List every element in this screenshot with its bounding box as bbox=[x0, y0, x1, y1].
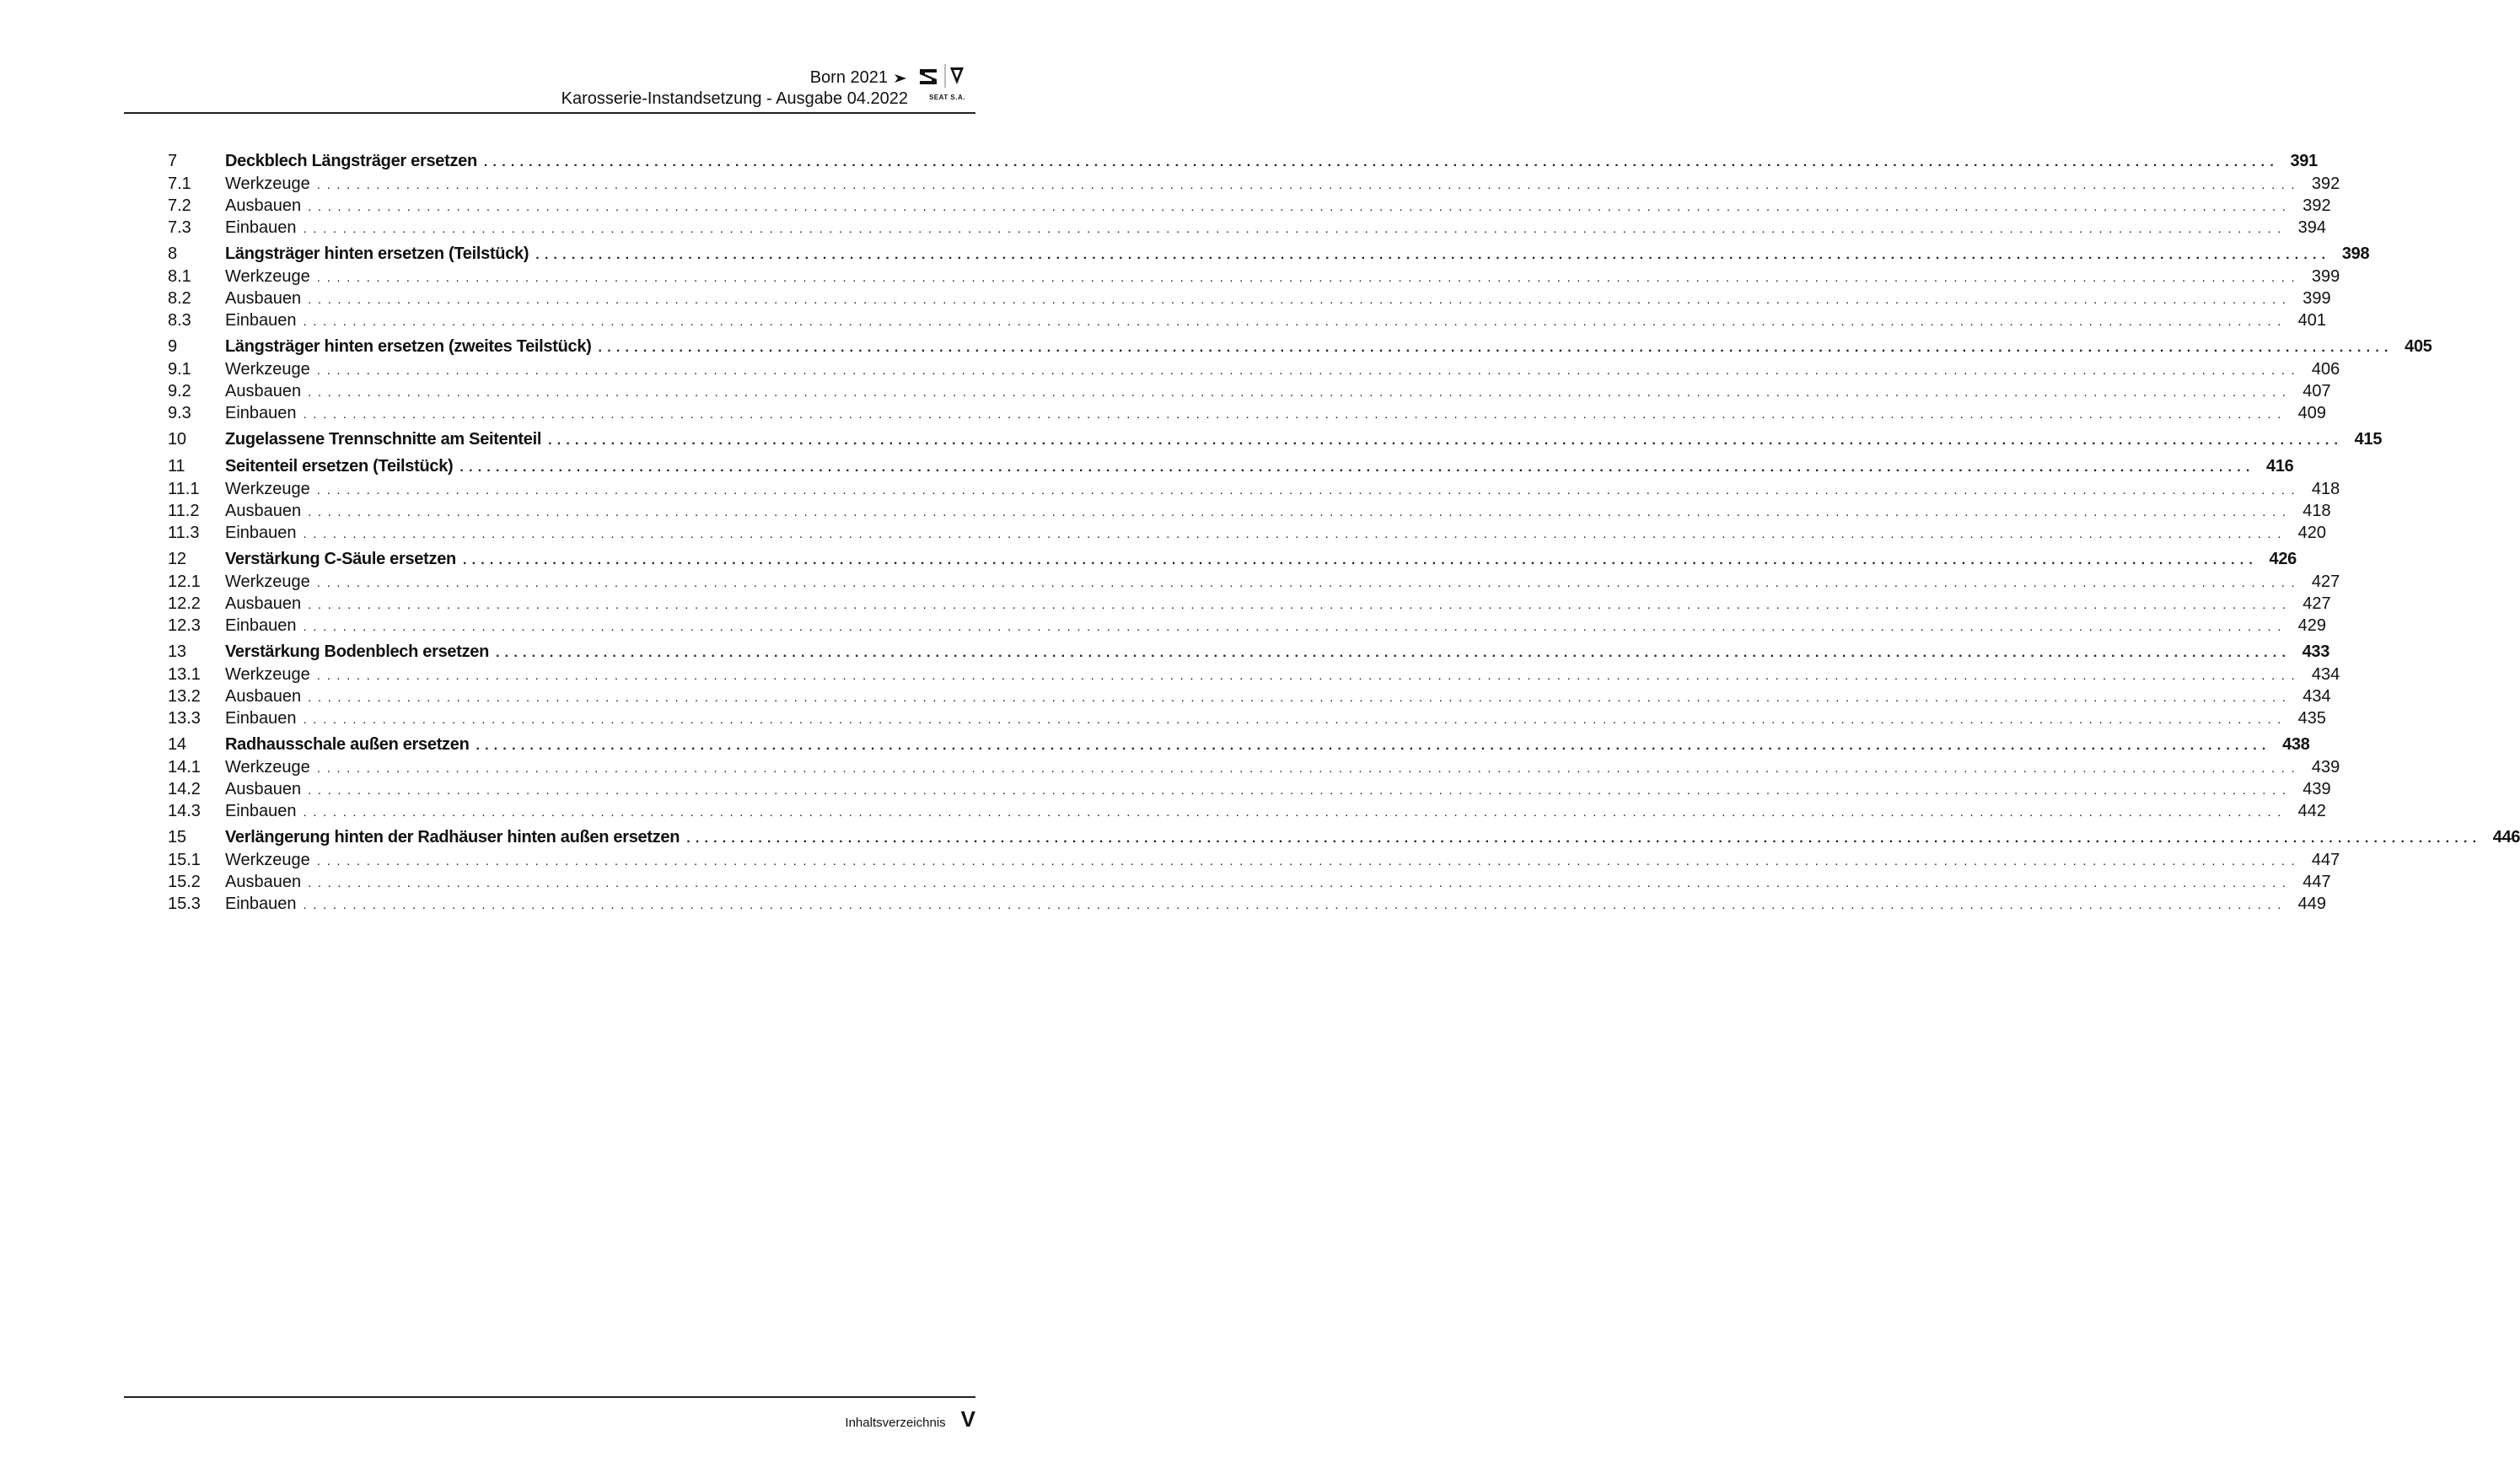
toc-title: Werkzeuge bbox=[225, 851, 310, 869]
toc-page-number: 405 bbox=[2404, 337, 2432, 356]
toc-page-number: 409 bbox=[2297, 404, 2327, 422]
toc-chapter-group bbox=[168, 150, 2340, 239]
toc-leader-dots: ........................................................................................................................................................................................................ bbox=[316, 669, 2302, 683]
toc-subentry[interactable] bbox=[168, 849, 2340, 871]
toc-number: 11 bbox=[168, 457, 185, 476]
toc-page-number: 416 bbox=[2266, 457, 2294, 476]
toc-subentry[interactable] bbox=[168, 478, 2340, 500]
toc-leader-dots: ........................................................................................................................................................................................................ bbox=[308, 598, 2292, 612]
toc-title: Einbauen bbox=[225, 404, 297, 422]
toc-chapter-entry[interactable] bbox=[168, 734, 2310, 756]
toc-page-number: 434 bbox=[2302, 687, 2331, 706]
toc-title: Einbauen bbox=[225, 524, 297, 542]
toc-title: Einbauen bbox=[225, 311, 297, 330]
toc-leader-dots: ........................................................................................................................................................................................................ bbox=[316, 271, 2302, 285]
toc-subentry[interactable] bbox=[168, 664, 2340, 685]
toc-leader-dots: ........................................................................................................................................................................................................ bbox=[308, 505, 2292, 519]
toc-leader-dots: ........................................................................................................................................................................................................ bbox=[316, 854, 2302, 868]
toc-number: 15.1 bbox=[168, 851, 201, 869]
toc-page-number: 435 bbox=[2297, 709, 2327, 728]
toc-page-number: 433 bbox=[2302, 642, 2330, 661]
toc-number: 7.2 bbox=[168, 196, 191, 215]
toc-title: Werkzeuge bbox=[225, 175, 310, 193]
toc-number: 9.1 bbox=[168, 360, 191, 379]
footer-divider bbox=[124, 1396, 975, 1398]
toc-leader-dots: ........................................................................................................................................................................................................ bbox=[303, 314, 2288, 329]
toc-title: Verstärkung Bodenblech ersetzen bbox=[225, 642, 490, 661]
footer-section-label: Inhaltsverzeichnis bbox=[845, 1416, 946, 1430]
toc-chapter-entry[interactable] bbox=[168, 826, 2520, 849]
toc-page-number: 438 bbox=[2282, 735, 2310, 754]
toc-number: 14 bbox=[168, 735, 186, 754]
toc-title: Werkzeuge bbox=[225, 360, 310, 379]
toc-number: 7.3 bbox=[168, 218, 191, 237]
toc-number: 14.1 bbox=[168, 758, 201, 777]
toc-chapter-entry[interactable] bbox=[168, 455, 2294, 478]
toc-leader-dots: ........................................................................................................................................................................................................ bbox=[303, 712, 2288, 727]
toc-page-number: 418 bbox=[2311, 480, 2340, 498]
toc-chapter-entry[interactable] bbox=[168, 150, 2318, 173]
toc-chapter-group bbox=[168, 243, 2370, 331]
toc-number: 8.2 bbox=[168, 289, 191, 308]
toc-page-number: 426 bbox=[2269, 550, 2297, 568]
toc-subentry[interactable] bbox=[168, 871, 2331, 893]
toc-number: 13.1 bbox=[168, 665, 201, 684]
seat-cupra-logo bbox=[916, 62, 975, 101]
toc-leader-dots: ........................................................................................................................................................................................................ bbox=[303, 222, 2288, 236]
toc-title: Werkzeuge bbox=[225, 758, 310, 777]
toc-leader-dots: ........................................................................................................................................................................................................ bbox=[535, 248, 2331, 262]
toc-leader-dots: ........................................................................................................................................................................................................ bbox=[303, 620, 2288, 634]
header-divider bbox=[124, 112, 975, 114]
arrow-right-icon bbox=[895, 73, 908, 84]
toc-subentry[interactable] bbox=[168, 288, 2331, 309]
toc-page-number: 399 bbox=[2311, 267, 2340, 286]
toc-page-number: 427 bbox=[2302, 594, 2331, 613]
toc-chapter-group bbox=[168, 428, 2383, 451]
toc-subentry[interactable] bbox=[168, 266, 2340, 288]
toc-leader-dots: ........................................................................................................................................................................................................ bbox=[303, 898, 2288, 912]
toc-leader-dots: ........................................................................................................................................................................................................ bbox=[462, 553, 2258, 567]
toc-page-number: 418 bbox=[2302, 502, 2331, 520]
toc-title: Einbauen bbox=[225, 802, 297, 820]
toc-title: Einbauen bbox=[225, 218, 297, 237]
toc-number: 7.1 bbox=[168, 175, 191, 193]
toc-page-number: 447 bbox=[2302, 873, 2331, 891]
toc-title: Ausbauen bbox=[225, 196, 302, 215]
toc-chapter-group bbox=[168, 734, 2340, 822]
toc-page-number: 391 bbox=[2290, 152, 2318, 170]
toc-number: 13.2 bbox=[168, 687, 201, 706]
toc-chapter-group bbox=[168, 336, 2432, 424]
toc-page-number: 407 bbox=[2302, 382, 2331, 400]
toc-leader-dots: ........................................................................................................................................................................................................ bbox=[308, 876, 2292, 890]
toc-title: Verlängerung hinten der Radhäuser hinten außen ersetzen bbox=[225, 828, 680, 846]
toc-subentry[interactable] bbox=[168, 756, 2340, 778]
seat-logo-icon bbox=[916, 62, 975, 93]
toc-leader-dots: ........................................................................................................................................................................................................ bbox=[476, 739, 2271, 753]
toc-title: Verstärkung C-Säule ersetzen bbox=[225, 550, 456, 568]
toc-subentry[interactable] bbox=[168, 522, 2327, 544]
toc-title: Zugelassene Trennschnitte am Seitenteil bbox=[225, 430, 542, 449]
toc-number: 8 bbox=[168, 245, 177, 263]
toc-title: Ausbauen bbox=[225, 780, 302, 798]
toc-page-number: 449 bbox=[2297, 895, 2327, 913]
toc-page-number: 439 bbox=[2302, 780, 2331, 798]
logo-caption: SEAT S.A. bbox=[928, 94, 965, 101]
toc-title: Einbauen bbox=[225, 616, 297, 635]
toc-number: 15 bbox=[168, 828, 186, 846]
toc-leader-dots: ........................................................................................................................................................................................................ bbox=[459, 460, 2255, 475]
toc-title: Ausbauen bbox=[225, 502, 302, 520]
toc-page-number: 392 bbox=[2302, 196, 2331, 215]
toc-number: 15.2 bbox=[168, 873, 201, 891]
toc-chapter-entry[interactable] bbox=[168, 641, 2330, 664]
toc-title: Längsträger hinten ersetzen (Teilstück) bbox=[225, 245, 529, 263]
toc-leader-dots: ........................................................................................................................................................................................................ bbox=[303, 407, 2288, 422]
toc-page-number: 394 bbox=[2297, 218, 2327, 237]
toc-subentry[interactable] bbox=[168, 800, 2327, 822]
toc-page-number: 447 bbox=[2311, 851, 2340, 869]
toc-page-number: 392 bbox=[2311, 175, 2340, 193]
page-footer bbox=[845, 1406, 975, 1432]
toc-subentry[interactable] bbox=[168, 195, 2331, 217]
toc-subentry[interactable] bbox=[168, 358, 2340, 380]
toc-number: 10 bbox=[168, 430, 186, 449]
toc-subentry[interactable] bbox=[168, 309, 2327, 331]
toc-title: Ausbauen bbox=[225, 873, 302, 891]
toc-number: 8.3 bbox=[168, 311, 191, 330]
toc-subentry[interactable] bbox=[168, 615, 2327, 637]
toc-page-number: 427 bbox=[2311, 572, 2340, 591]
toc-page-number: 399 bbox=[2302, 289, 2331, 308]
toc-title: Seitenteil ersetzen (Teilstück) bbox=[225, 457, 454, 476]
toc-leader-dots: ........................................................................................................................................................................................................ bbox=[316, 363, 2302, 378]
toc-subentry[interactable] bbox=[168, 173, 2340, 195]
toc-subentry[interactable] bbox=[168, 500, 2331, 522]
toc-number: 12 bbox=[168, 550, 186, 568]
toc-subentry[interactable] bbox=[168, 217, 2327, 239]
toc-title: Einbauen bbox=[225, 709, 297, 728]
toc-leader-dots: ........................................................................................................................................................................................................ bbox=[483, 155, 2279, 169]
toc-subentry[interactable] bbox=[168, 380, 2331, 402]
toc-chapter-entry[interactable] bbox=[168, 548, 2297, 571]
toc-leader-dots: ........................................................................................................................................................................................................ bbox=[308, 691, 2292, 705]
table-of-contents bbox=[168, 150, 2520, 919]
toc-page-number: 420 bbox=[2297, 524, 2327, 542]
toc-title: Deckblech Längsträger ersetzen bbox=[225, 152, 477, 170]
toc-subentry[interactable] bbox=[168, 685, 2331, 707]
toc-leader-dots: ........................................................................................................................................................................................................ bbox=[686, 831, 2482, 846]
toc-leader-dots: ........................................................................................................................................................................................................ bbox=[316, 178, 2302, 192]
toc-number: 14.2 bbox=[168, 780, 201, 798]
toc-title: Radhausschale außen ersetzen bbox=[225, 735, 470, 754]
toc-chapter-entry[interactable] bbox=[168, 243, 2370, 266]
toc-number: 12.2 bbox=[168, 594, 201, 613]
toc-subentry[interactable] bbox=[168, 402, 2327, 424]
toc-leader-dots: ........................................................................................................................................................................................................ bbox=[316, 483, 2302, 497]
toc-chapter-group bbox=[168, 455, 2340, 544]
toc-page-number: 406 bbox=[2311, 360, 2340, 379]
toc-number: 11.2 bbox=[168, 502, 200, 520]
toc-title: Werkzeuge bbox=[225, 480, 310, 498]
toc-chapter-entry[interactable] bbox=[168, 336, 2432, 358]
toc-number: 7 bbox=[168, 152, 177, 170]
page-header bbox=[124, 61, 975, 113]
toc-page-number: 398 bbox=[2341, 245, 2370, 263]
toc-page-number: 439 bbox=[2311, 758, 2340, 777]
toc-page-number: 415 bbox=[2354, 430, 2383, 449]
toc-chapter-group bbox=[168, 548, 2340, 637]
toc-subentry[interactable] bbox=[168, 707, 2327, 729]
toc-subentry[interactable] bbox=[168, 571, 2340, 593]
toc-number: 11.3 bbox=[168, 524, 200, 542]
toc-number: 13.3 bbox=[168, 709, 201, 728]
toc-number: 12.3 bbox=[168, 616, 201, 635]
toc-leader-dots: ........................................................................................................................................................................................................ bbox=[308, 293, 2292, 307]
toc-number: 15.3 bbox=[168, 895, 201, 913]
toc-page-number: 442 bbox=[2297, 802, 2327, 820]
toc-subentry[interactable] bbox=[168, 593, 2331, 615]
toc-number: 9.2 bbox=[168, 382, 191, 400]
toc-chapter-entry[interactable] bbox=[168, 428, 2383, 451]
header-subtitle: Karosserie-Instandsetzung - Ausgabe 04.2022 bbox=[561, 89, 908, 108]
toc-leader-dots: ........................................................................................................................................................................................................ bbox=[548, 433, 2344, 448]
toc-number: 14.3 bbox=[168, 802, 201, 820]
toc-leader-dots: ........................................................................................................................................................................................................ bbox=[303, 527, 2288, 541]
toc-page-number: 401 bbox=[2297, 311, 2327, 330]
toc-title: Ausbauen bbox=[225, 594, 302, 613]
toc-title: Ausbauen bbox=[225, 382, 302, 400]
toc-leader-dots: ........................................................................................................................................................................................................ bbox=[316, 761, 2302, 776]
toc-leader-dots: ........................................................................................................................................................................................................ bbox=[496, 646, 2292, 660]
toc-title: Werkzeuge bbox=[225, 267, 310, 286]
toc-leader-dots: ........................................................................................................................................................................................................ bbox=[308, 200, 2292, 214]
header-model-line bbox=[561, 67, 908, 89]
toc-leader-dots: ........................................................................................................................................................................................................ bbox=[308, 385, 2292, 400]
toc-title: Werkzeuge bbox=[225, 665, 310, 684]
toc-number: 11.1 bbox=[168, 480, 200, 498]
toc-title: Ausbauen bbox=[225, 289, 302, 308]
toc-title: Längsträger hinten ersetzen (zweites Teilstück) bbox=[225, 337, 592, 356]
toc-subentry[interactable] bbox=[168, 778, 2331, 800]
toc-number: 9.3 bbox=[168, 404, 191, 422]
toc-number: 9 bbox=[168, 337, 177, 356]
toc-number: 12.1 bbox=[168, 572, 201, 591]
toc-subentry[interactable] bbox=[168, 893, 2327, 915]
toc-page-number: 434 bbox=[2311, 665, 2340, 684]
toc-leader-dots: ........................................................................................................................................................................................................ bbox=[598, 341, 2394, 355]
toc-page-number: 446 bbox=[2492, 828, 2520, 846]
toc-number: 8.1 bbox=[168, 267, 191, 286]
footer-page-number: V bbox=[960, 1406, 975, 1432]
toc-number: 13 bbox=[168, 642, 186, 661]
header-model: Born 2021 bbox=[809, 68, 888, 87]
toc-page-number: 429 bbox=[2297, 616, 2327, 635]
toc-leader-dots: ........................................................................................................................................................................................................ bbox=[303, 805, 2288, 820]
toc-title: Einbauen bbox=[225, 895, 297, 913]
toc-leader-dots: ........................................................................................................................................................................................................ bbox=[316, 576, 2302, 590]
toc-title: Werkzeuge bbox=[225, 572, 310, 591]
toc-leader-dots: ........................................................................................................................................................................................................ bbox=[308, 783, 2292, 798]
toc-title: Ausbauen bbox=[225, 687, 302, 706]
toc-chapter-group bbox=[168, 641, 2340, 729]
toc-chapter-group bbox=[168, 826, 2520, 915]
header-text-block bbox=[561, 67, 908, 110]
